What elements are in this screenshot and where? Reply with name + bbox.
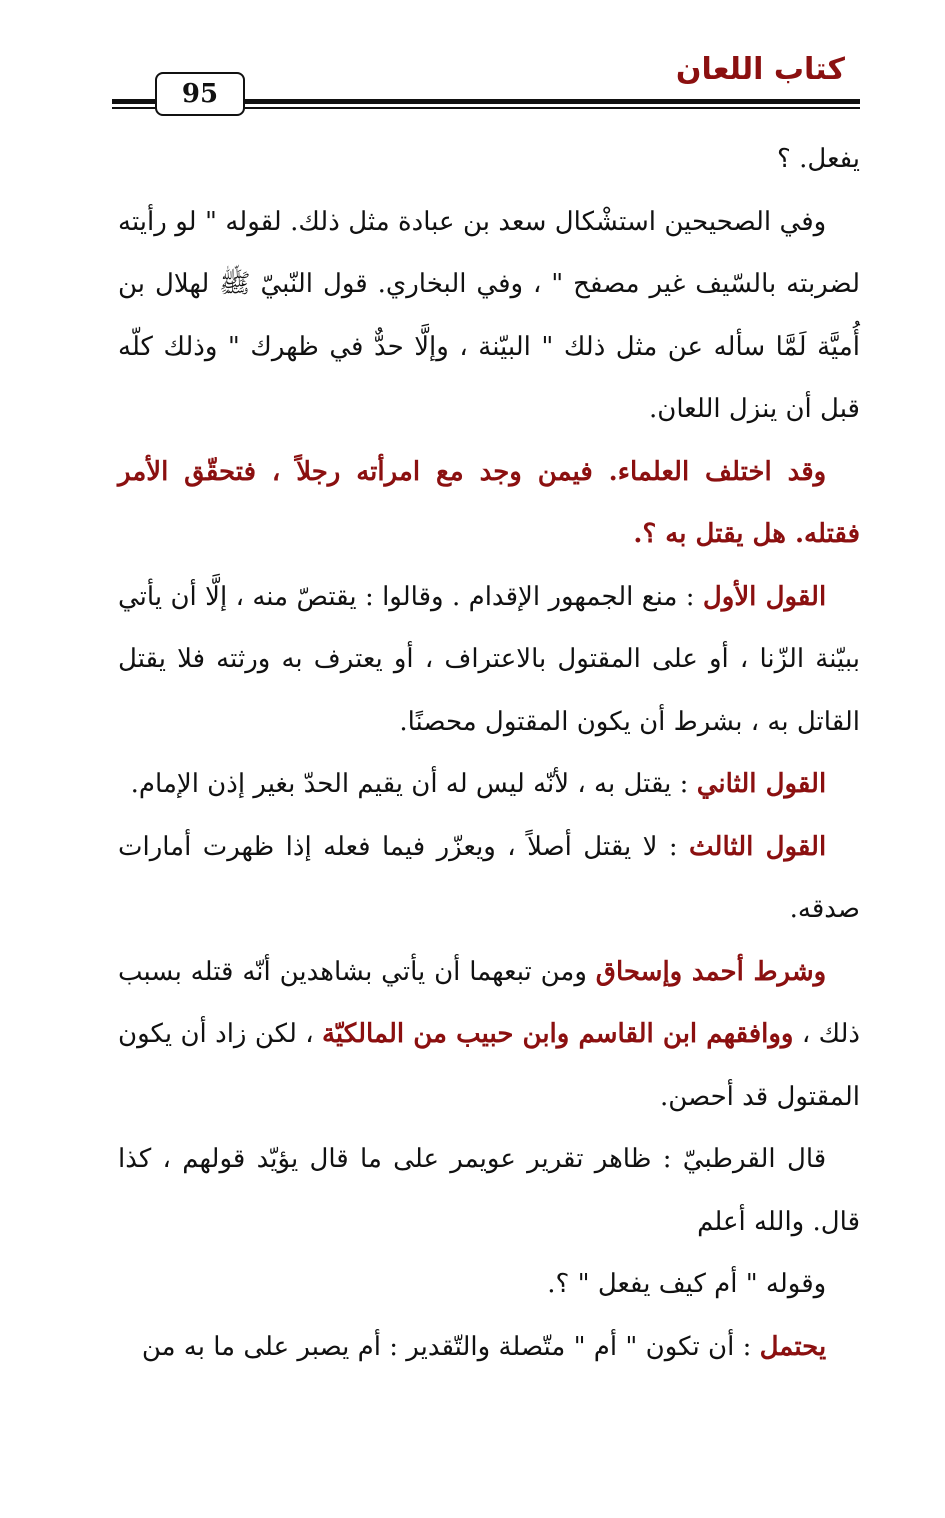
first-opinion-text: : منع الجمهور الإقدام . وقالوا : يقتصّ منه ، إلَّا أن يأتي ببيّنة الزّنا ، أو على المقتول بالاعتراف ، أو يعترف به ورثته فلا يقتل القاتل به ، بشرط أن يكون المقتول محصنًا. bbox=[118, 581, 860, 737]
paragraph-4 bbox=[118, 566, 860, 754]
paragraph-6 bbox=[118, 816, 860, 941]
yahtamil-label: يحتمل bbox=[759, 1331, 827, 1362]
second-opinion-text: : يقتل به ، لأنّه ليس له أن يقيم الحدّ بغير إذن الإمام. bbox=[130, 769, 697, 799]
maliki-label: ووافقهم ابن القاسم وابن حبيب من المالكيّة bbox=[321, 1019, 794, 1049]
paragraph-5 bbox=[118, 753, 860, 816]
ahmad-ishaq-label: وشرط أحمد وإسحاق bbox=[595, 956, 827, 987]
paragraph-10 bbox=[118, 1316, 860, 1379]
paragraph-9: وقوله " أم كيف يفعل " ؟. bbox=[547, 1269, 827, 1299]
paragraph-2: وفي الصحيحين استشْكال سعد بن عبادة مثل ذلك. لقوله " لو رأيته لضربته بالسّيف غير مصفح " ، وفي البخاري. قول النّبيّ ﷺ لهلال بن أُميَّة لَمَّا سأله عن مثل ذلك " البيّنة ، وإلَّا حدٌّ في ظهرك " وذلك كلّه قبل أن ينزل اللعان. bbox=[118, 206, 860, 424]
second-opinion-label: القول الثاني bbox=[696, 769, 827, 799]
paragraph-1: يفعل. ؟ bbox=[777, 144, 860, 174]
paragraph-7 bbox=[118, 941, 860, 1129]
page-header bbox=[0, 0, 945, 120]
paragraph-7-text-a: ومن تبعهما أن يأتي بشاهدين أنّه قتله بسبب ذلك ، bbox=[118, 956, 860, 1049]
paragraph-7-text-b: ، لكن زاد أن يكون المقتول قد أحصن. bbox=[118, 1019, 860, 1112]
book-title: كتاب اللعان bbox=[675, 52, 845, 87]
first-opinion-label: القول الأول bbox=[702, 581, 827, 612]
paragraph-10-text: : أن تكون " أم " متّصلة والتّقدير : أم يصبر على ما به من bbox=[141, 1331, 760, 1362]
third-opinion-label: القول الثالث bbox=[689, 831, 827, 862]
page-number: 95 bbox=[155, 72, 245, 116]
paragraph-3-question: وقد اختلف العلماء. فيمن وجد مع امرأته رجلاً ، فتحقّق الأمر فقتله. هل يقتل به ؟. bbox=[118, 456, 860, 549]
page-body bbox=[118, 128, 860, 1378]
third-opinion-text: : لا يقتل أصلاً ، ويعزّر فيما فعله إذا ظهرت أمارات صدقه. bbox=[118, 831, 860, 924]
paragraph-8: قال القرطبيّ : ظاهر تقرير عويمر على ما قال يؤيّد قولهم ، كذا قال. والله أعلم bbox=[118, 1144, 860, 1237]
